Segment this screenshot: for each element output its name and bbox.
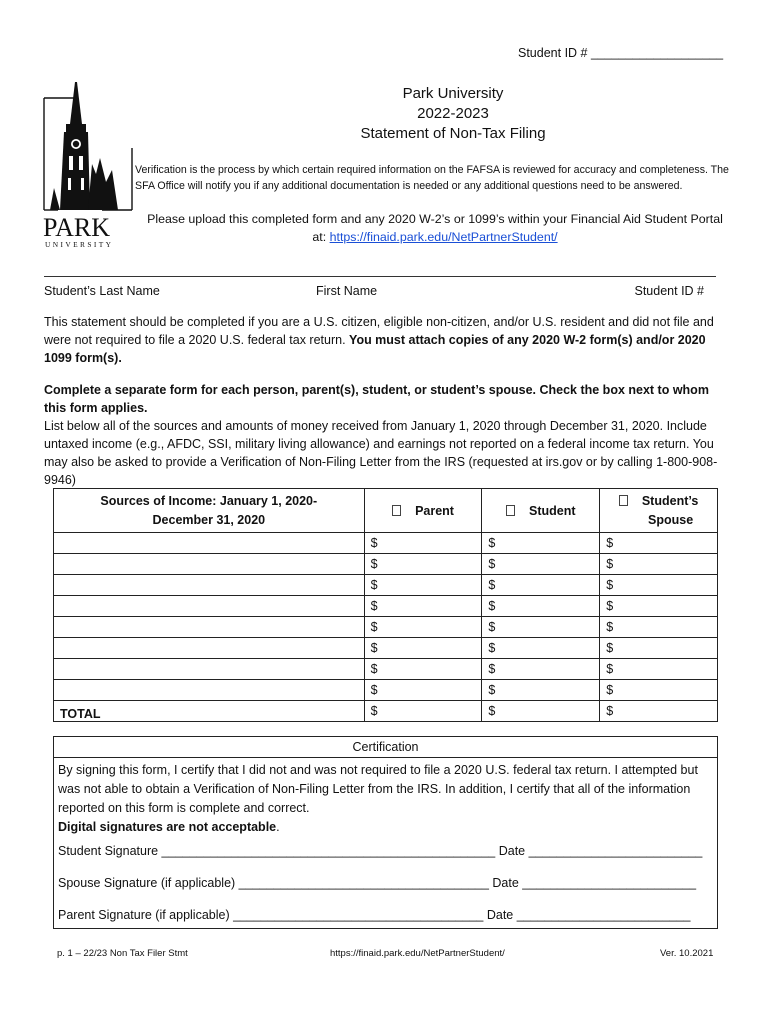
portal-link[interactable]: https://finaid.park.edu/NetPartnerStudent/: [329, 230, 558, 244]
attach-copies-note: You must attach copies of any 2020 W-2 form(s) and/or 2020 1099 form(s).: [44, 333, 706, 365]
source-cell[interactable]: [54, 596, 365, 617]
separate-form-note: Complete a separate form for each person, parent(s), student, or student’s spouse. Check the box next to whom this form applies.: [44, 383, 709, 415]
source-cell[interactable]: [54, 638, 365, 659]
table-row: [54, 638, 718, 659]
spouse-amount-cell[interactable]: $: [600, 533, 718, 554]
digital-signature-warning: Digital signatures are not acceptable: [58, 820, 277, 834]
footer-page-number: p. 1 – 22/23 Non Tax Filer Stmt: [57, 948, 188, 959]
parent-amount-cell[interactable]: $: [364, 554, 482, 575]
parent-column-header: Parent: [364, 489, 482, 533]
student-amount-cell[interactable]: $: [482, 638, 600, 659]
student-column-header: Student: [482, 489, 600, 533]
parent-amount-cell[interactable]: $: [364, 533, 482, 554]
spouse-amount-cell[interactable]: $: [600, 680, 718, 701]
upload-instructions: [140, 210, 730, 246]
title-year: 2022-2023: [417, 105, 489, 122]
total-label: TOTAL: [54, 701, 365, 722]
table-row: [54, 533, 718, 554]
table-row: [54, 575, 718, 596]
parent-amount-cell[interactable]: $: [364, 617, 482, 638]
name-entry-line[interactable]: [44, 276, 716, 277]
income-instructions: [44, 381, 724, 489]
sources-header: Sources of Income: January 1, 2020- December 31, 2020: [54, 489, 365, 533]
total-row: [54, 701, 718, 722]
parent-amount-cell[interactable]: $: [364, 659, 482, 680]
park-university-logo: [42, 78, 134, 250]
source-cell[interactable]: [54, 554, 365, 575]
eligibility-paragraph: This statement should be completed if you are a U.S. citizen, eligible non-citizen, and/or U.S. resident and did not file and were not required to file a 2020 U.S. federal tax return. You must attach copies of any 2020 W-2 form(s) and/or 2020 1099 form(s).: [44, 315, 714, 365]
table-row: [54, 680, 718, 701]
student-amount-cell[interactable]: $: [482, 533, 600, 554]
certification-box: [53, 736, 718, 929]
source-cell[interactable]: [54, 617, 365, 638]
table-row: [54, 554, 718, 575]
table-row: [54, 617, 718, 638]
certification-statement: By signing this form, I certify that I did not and was not required to file a 2020 U.S. federal tax return. I attempted but was not able to obtain a Verification of Non-Filing Letter from the IRS. In addition, I certify that all of the information reported on this form is complete and correct. Digital signatures are not acceptable.: [58, 763, 698, 834]
spouse-column-header: Student’s Spouse: [600, 489, 718, 533]
student-amount-cell[interactable]: $: [482, 575, 600, 596]
first-name-label: First Name: [316, 284, 378, 298]
spouse-amount-cell[interactable]: $: [600, 554, 718, 575]
verification-text: Verification is the process by which certain required information on the FAFSA is reviewed for accuracy and completeness. The SFA Office will notify you if any additional documentation is needed or any additional questions need to be answered.: [135, 164, 729, 192]
footer-portal-link[interactable]: https://finaid.park.edu/NetPartnerStudent/: [330, 948, 505, 959]
spouse-amount-cell[interactable]: $: [600, 596, 718, 617]
source-cell[interactable]: [54, 533, 365, 554]
spouse-total-cell[interactable]: $: [600, 701, 718, 722]
source-cell[interactable]: [54, 575, 365, 596]
student-total-cell[interactable]: $: [482, 701, 600, 722]
student-id-header: Student ID # ___________________: [518, 46, 724, 60]
source-cell[interactable]: [54, 680, 365, 701]
student-amount-cell[interactable]: $: [482, 596, 600, 617]
svg-text:PARK: PARK: [43, 213, 110, 242]
footer-version: Ver. 10.2021: [660, 948, 714, 959]
parent-signature-line[interactable]: Parent Signature (if applicable) ____________________________________ Date _________________________: [58, 908, 691, 922]
upload-text: Please upload this completed form and any 2020 W-2’s or 1099’s within your Financial Aid Student Portal at:: [147, 212, 723, 244]
page-title: [136, 84, 770, 144]
spouse-amount-cell[interactable]: $: [600, 617, 718, 638]
parent-amount-cell[interactable]: $: [364, 680, 482, 701]
spouse-amount-cell[interactable]: $: [600, 575, 718, 596]
student-id-label: Student ID #: [634, 284, 704, 298]
student-checkbox[interactable]: [506, 505, 515, 516]
title-university: Park University: [402, 85, 504, 102]
spouse-signature-line[interactable]: Spouse Signature (if applicable) ____________________________________ Date _________________________: [58, 876, 697, 890]
certification-heading: Certification: [54, 737, 717, 758]
income-table: [53, 488, 718, 722]
student-amount-cell[interactable]: $: [482, 554, 600, 575]
table-header-row: [54, 489, 718, 533]
student-amount-cell[interactable]: $: [482, 680, 600, 701]
table-row: [54, 659, 718, 680]
income-list-instructions: List below all of the sources and amounts of money received from January 1, 2020 through December 31, 2020. Include untaxed income (e.g., AFDC, SSI, military living allowance) and earnings not reported on a federal income tax return. You may also be asked to provide a Verification of Non-Filing Letter from the IRS (requested at irs.gov or by calling 1-800-908-9946): [44, 419, 718, 487]
student-signature-line[interactable]: Student Signature ________________________________________________ Date _________________________: [58, 844, 703, 858]
parent-checkbox[interactable]: [392, 505, 401, 516]
title-form-name: Statement of Non-Tax Filing: [360, 125, 546, 142]
last-name-label: Student’s Last Name: [44, 284, 160, 298]
parent-amount-cell[interactable]: $: [364, 638, 482, 659]
spouse-checkbox[interactable]: [619, 495, 628, 506]
spouse-amount-cell[interactable]: $: [600, 659, 718, 680]
source-cell[interactable]: [54, 659, 365, 680]
parent-amount-cell[interactable]: $: [364, 596, 482, 617]
spouse-amount-cell[interactable]: $: [600, 638, 718, 659]
student-amount-cell[interactable]: $: [482, 617, 600, 638]
parent-amount-cell[interactable]: $: [364, 575, 482, 596]
table-row: [54, 596, 718, 617]
parent-total-cell[interactable]: $: [364, 701, 482, 722]
student-amount-cell[interactable]: $: [482, 659, 600, 680]
svg-text:UNIVERSITY: UNIVERSITY: [45, 240, 114, 249]
